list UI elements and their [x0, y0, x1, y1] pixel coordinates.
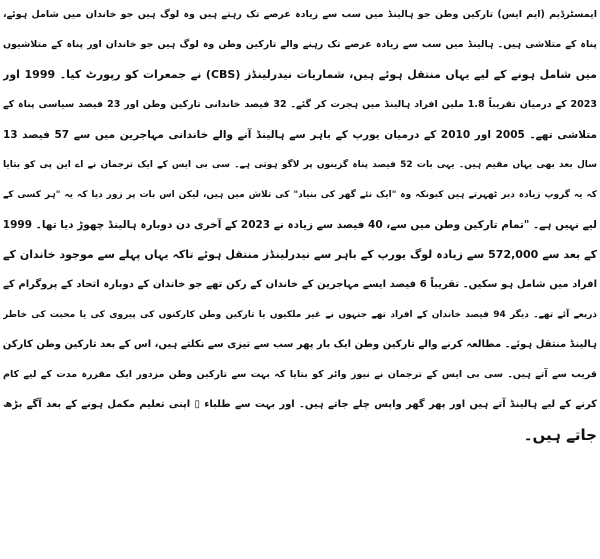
article-line-4: 2023 کے درمیان تقریباً 1.8 ملین افراد ہالینڈ میں ہجرت کر گئے۔ 32 فیصد خاندانی تارکین وطن اور 23 فیصد سیاسی پناہ کے — [3, 99, 597, 110]
article-line-2: پناہ کے متلاشی ہیں۔ ہالینڈ میں سب سے زیادہ عرصے تک رہنے والے تارکین وطن وہ لوگ ہیں جو خاندان اور پناہ کے متلاشیوں — [3, 39, 597, 50]
article-line-10: افراد میں شامل ہو سکیں۔ تقریباً 6 فیصد ایسے مہاجرین کے خاندان کے رکن تھے جو خاندان کے دوبارہ اتحاد کے پروگرام کے — [3, 279, 597, 290]
article-line-7: کہ یہ گروپ زیادہ دیر ٹھہرتے ہیں کیونکہ وہ "ایک نئے گھر کی بنیاد" کی تلاش میں ہیں، لیکن اس بات پر زور دیا کہ یہ "ہر کسی کے — [3, 190, 597, 200]
article-line-6: سال بعد بھی یہاں مقیم ہیں۔ یہی بات 52 فیصد پناہ گزینوں پر لاگو ہوتی ہے۔ سی بی ایس کے ایک ترجمان نے اے این پی کو بتایا — [3, 160, 597, 170]
article-line-15: جاتے ہیں۔ — [523, 426, 597, 444]
article-line-14: کرنے کے لیے ہالینڈ آتے ہیں اور پھر گھر واپس چلے جاتے ہیں۔ اور بہت سے طلباء ▯ اپنی تعلیم مکمل ہونے کے بعد آگے بڑھ — [3, 399, 597, 410]
article-line-1: ایمسٹرڈیم (ایم ایس) تارکین وطن جو ہالینڈ میں سب سے زیادہ عرصے تک رہتے ہیں وہ لوگ ہیں جو خاندان میں شامل ہوئے، — [3, 9, 597, 20]
article-line-9: کے بعد سے 572,000 سے زیادہ لوگ یورپ کے باہر سے نیدرلینڈز منتقل ہوئے تاکہ یہاں پہلے سے موجود خاندان کے — [3, 248, 597, 261]
article-line-8: لیے نہیں ہے۔ "تمام تارکین وطن میں سے، 40 فیصد سے زیادہ نے 2023 کے آخری دن دوبارہ ہالینڈ چھوڑ دیا تھا۔ 1999 — [3, 219, 597, 231]
article-line-13: قریب سے آتے ہیں۔ سی بی ایس کے ترجمان نے نیوز وائر کو بتایا کہ بہت سے تارکین وطن مزدور ایک مقررہ مدت کے لیے کام — [3, 369, 597, 380]
article-line-5: متلاشی تھے۔ 2005 اور 2010 کے درمیان یورپ کے باہر سے ہالینڈ آنے والے خاندانی مہاجرین میں سے 57 فیصد 13 — [3, 129, 597, 141]
article-line-3: میں شامل ہونے کے لیے یہاں منتقل ہوئے ہیں، شماریات نیدرلینڈز (CBS) نے جمعرات کو رپورٹ کیا۔ 1999 اور — [3, 68, 597, 81]
article-line-12: ہالینڈ منتقل ہوئے۔ مطالعہ کرنے والے تارکین وطن ایک بار پھر سب سے تیزی سے نکلتے ہیں، اس کے بعد تارکین وطن کارکن — [3, 339, 597, 350]
article-line-11: ذریعے آئے تھے۔ دیگر 94 فیصد خاندان کے افراد تھے جنہوں نے غیر ملکیوں یا تارکین وطن کارکنوں کی پیروی کی یا محبت کی خاطر — [3, 310, 597, 320]
